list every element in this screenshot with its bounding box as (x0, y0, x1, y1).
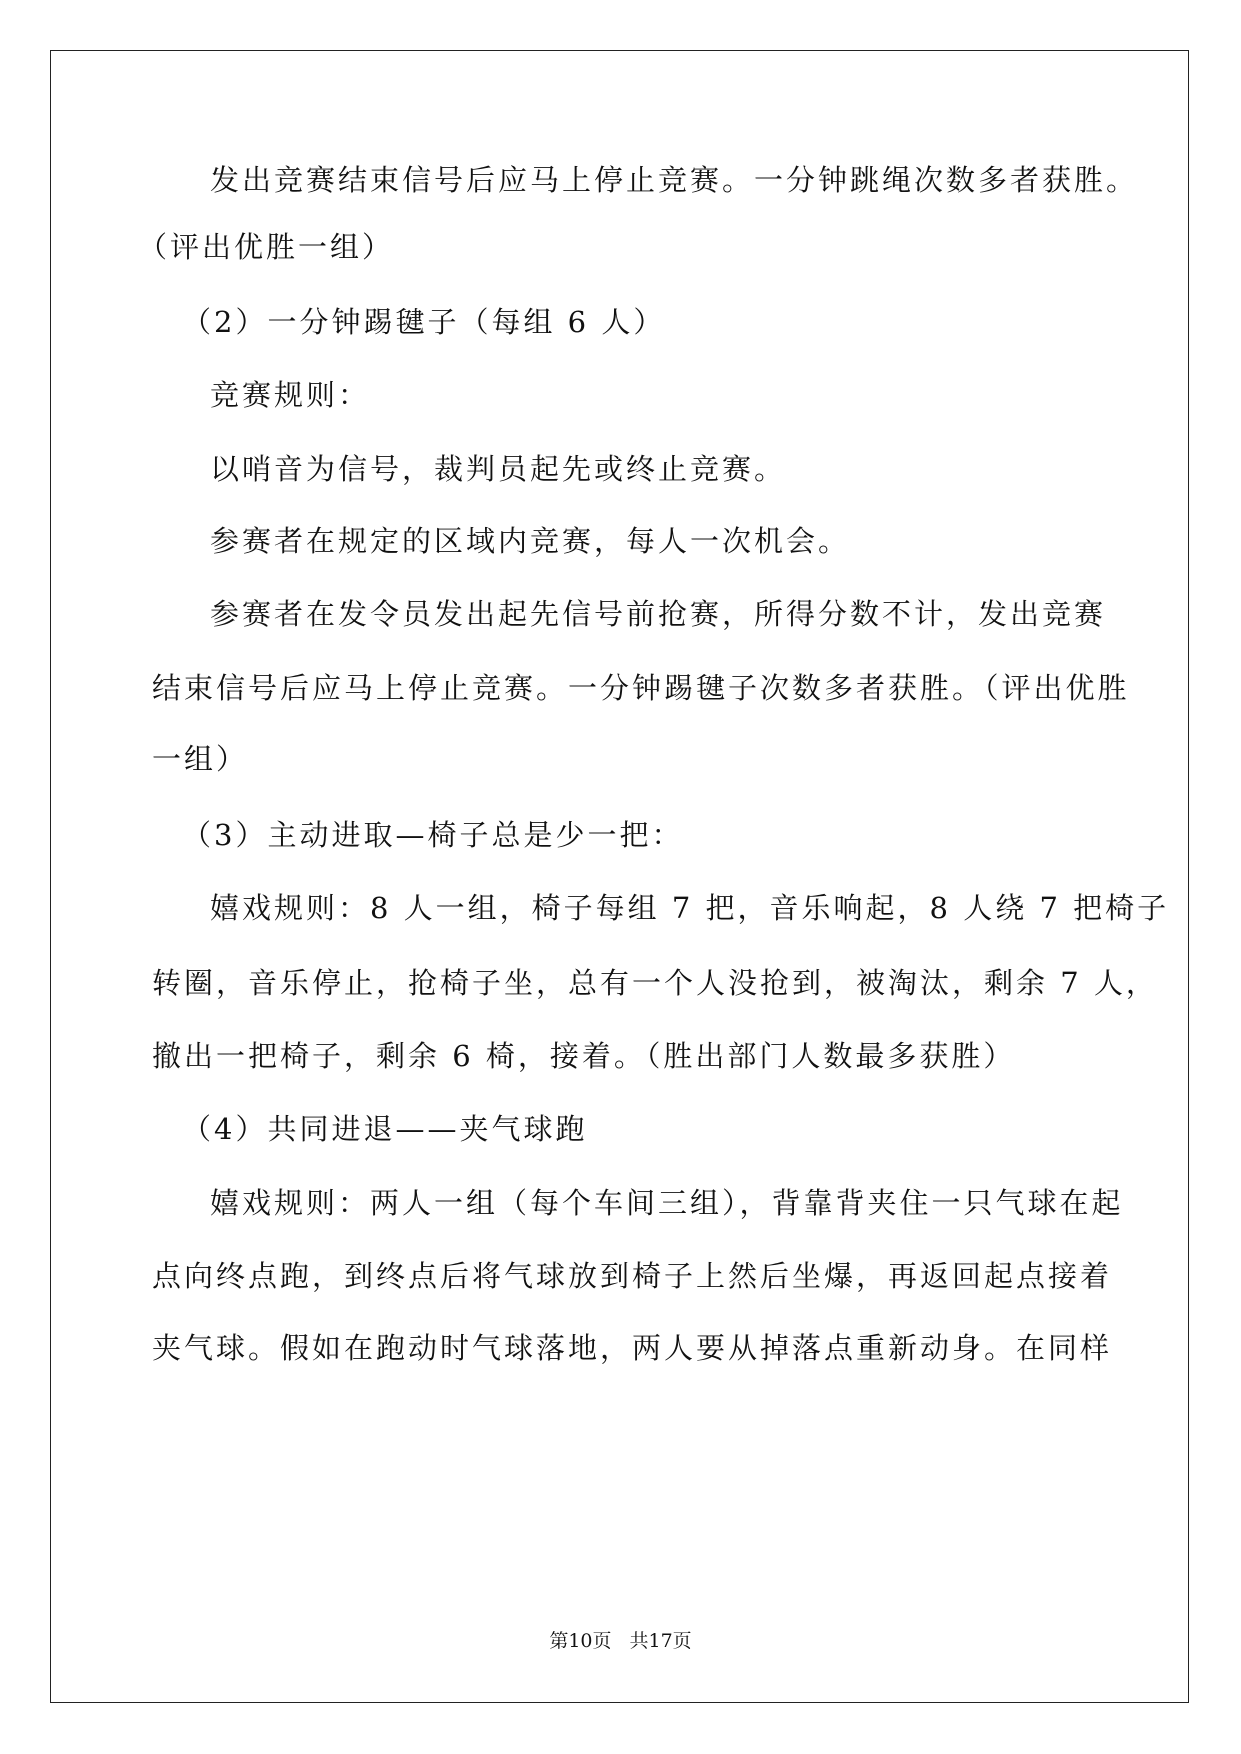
body-line: 结束信号后应马上停止竞赛。一分钟踢毽子次数多者获胜。（评出优胜 (152, 671, 1130, 705)
body-line: 转圈，音乐停止，抢椅子坐，总有一个人没抢到，被淘汰，剩余 7 人， (152, 966, 1158, 1000)
body-line: 夹气球。假如在跑动时气球落地，两人要从掉落点重新动身。在同样 (152, 1331, 1113, 1365)
section-heading: （2）一分钟踢毽子（每组 6 人） (182, 305, 666, 339)
body-line: 参赛者在规定的区域内竞赛，每人一次机会。 (210, 524, 851, 558)
body-line: 嬉戏规则：两人一组（每个车间三组），背靠背夹住一只气球在起 (210, 1186, 1124, 1220)
page-total: 共17页 (629, 1630, 692, 1652)
body-line: （评出优胜一组） (138, 230, 395, 264)
page-footer (0, 1626, 1241, 1653)
section-heading: （3）主动进取—椅子总是少一把： (182, 818, 684, 852)
body-line: 竞赛规则： (210, 378, 371, 412)
body-line: 点向终点跑，到终点后将气球放到椅子上然后坐爆，再返回起点接着 (152, 1259, 1113, 1293)
section-heading: （4）共同进退——夹气球跑 (182, 1112, 588, 1146)
body-line: 发出竞赛结束信号后应马上停止竞赛。一分钟跳绳次数多者获胜。 (210, 163, 1139, 197)
body-line: 撤出一把椅子，剩余 6 椅，接着。（胜出部门人数最多获胜） (152, 1039, 1016, 1073)
body-line: 以哨音为信号，裁判员起先或终止竞赛。 (210, 452, 787, 486)
page-border (50, 50, 1189, 1703)
body-line: 一组） (152, 742, 249, 776)
body-line: 嬉戏规则：8 人一组，椅子每组 7 把，音乐响起，8 人绕 7 把椅子 (210, 891, 1170, 925)
page-number: 第10页 (549, 1630, 612, 1652)
body-line: 参赛者在发令员发出起先信号前抢赛，所得分数不计，发出竞赛 (210, 597, 1107, 631)
